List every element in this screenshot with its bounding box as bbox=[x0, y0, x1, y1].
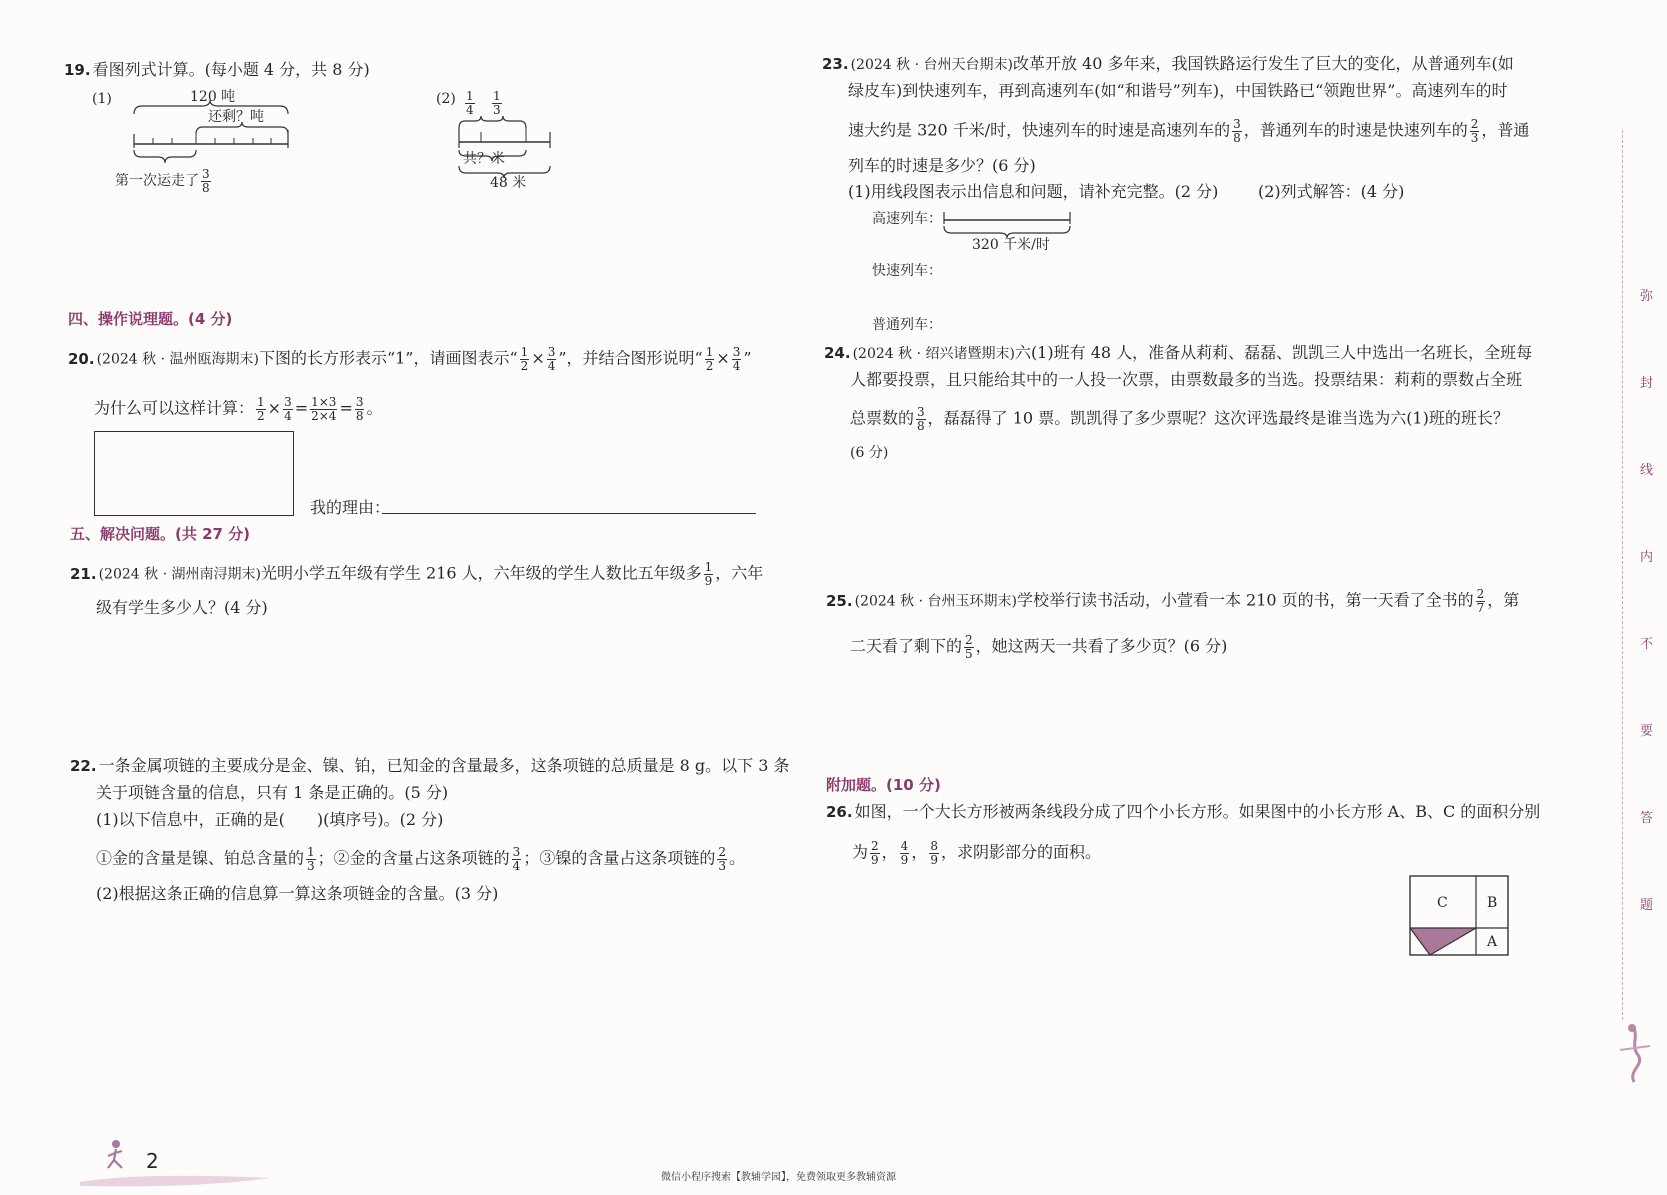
side-char: 要 bbox=[1640, 724, 1654, 739]
q23-high-label: 高速列车： bbox=[872, 211, 942, 227]
q23-part1: (1)用线段图表示出信息和问题，请补充完整。(2 分) bbox=[848, 182, 1219, 201]
runner-icon bbox=[104, 1138, 128, 1172]
q22-line2: 关于项链含量的信息，只有 1 条是正确的。(5 分) bbox=[96, 783, 449, 802]
footer-note: 微信小程序搜索【教辅学园】，免费领取更多教辅资源 bbox=[661, 1172, 896, 1183]
q22-line5: (2)根据这条正确的信息算一算这条项链金的含量。(3 分) bbox=[96, 884, 499, 903]
seal-line bbox=[1622, 130, 1623, 1020]
q19-d1-total: 120 吨 bbox=[190, 89, 236, 105]
q23-part2: (2)列式解答：(4 分) bbox=[1258, 182, 1405, 201]
section-5-heading: 五、解决问题。(共 27 分) bbox=[70, 525, 251, 543]
q19-d2-frac2: $\frac{1}{3}$ bbox=[493, 89, 501, 117]
q19-d2-total: 48 米 bbox=[490, 175, 527, 191]
q23-line2: 绿皮车)到快速列车，再到高速列车(如“和谐号”列车)，中国铁路已“领跑世界”。高速列车的时 bbox=[848, 81, 1508, 100]
q19-d2-sum: 共？米 bbox=[463, 151, 505, 167]
q23-line4: 列车的时速是多少？(6 分) bbox=[848, 156, 1036, 175]
q26-label-a: A bbox=[1487, 934, 1498, 950]
side-char: 线 bbox=[1640, 463, 1654, 478]
q19-d2-label: (2) bbox=[436, 91, 456, 107]
q25-line2: 二天看了剩下的 $\frac{2}{5}$ ，她这两天一共看了多少页？(6 分) bbox=[850, 633, 1228, 661]
q26-line2: 为 $\frac{2}{9}$ ， $\frac{4}{9}$ ， $\frac{8}{9}$ ，求阴影部分的面积。 bbox=[852, 839, 1101, 867]
q19-d1-first: 第一次运走了 $\frac{3}{8}$ bbox=[115, 167, 210, 195]
side-char: 内 bbox=[1640, 550, 1654, 565]
q20-line2: 为什么可以这样计算： $\frac{1}{2}$ × $\frac{3}{4}$ = $\frac{1\times 3}{2\times 4}$ = $\frac{3}{8}$ 。 bbox=[94, 395, 383, 423]
q19-d1-remain: 还剩？吨 bbox=[208, 109, 264, 125]
q20-reason-label: 我的理由： bbox=[310, 498, 391, 517]
side-char: 不 bbox=[1640, 637, 1654, 652]
page-number: 2 bbox=[146, 1149, 159, 1173]
extra-heading: 附加题。(10 分) bbox=[826, 776, 941, 794]
q22-line3: (1)以下信息中，正确的是( )(填序号)。(2 分) bbox=[96, 810, 444, 829]
q24-line4: (6 分) bbox=[850, 445, 889, 461]
q22-options: ①金的含量是镍、铂总含量的 $\frac{1}{3}$ ；②金的含量占这条项链的 $\frac{3}{4}$ ；③镍的含量占这条项链的 $\frac{2}{3}$ 。 bbox=[96, 845, 745, 873]
q23-line1: 23. (2024 秋 · 台州天台期末)改革开放 40 多年来，我国铁路运行发生了巨大的变化，从普通列车(如 bbox=[822, 54, 1514, 73]
side-char: 答 bbox=[1640, 811, 1654, 826]
q24-line2: 人都要投票，且只能给其中的一人投一次票，由票数最多的当选。投票结果：莉莉的票数占全班 bbox=[850, 370, 1523, 389]
fraction: $\frac{3}{8}$ bbox=[202, 167, 210, 195]
q21-line2: 级有学生多少人？(4 分) bbox=[96, 598, 268, 617]
q23-speed-label: 320 千米/时 bbox=[972, 237, 1050, 253]
q26-label-b: B bbox=[1487, 895, 1498, 911]
q19-d1-label: (1) bbox=[92, 91, 112, 107]
section-4-heading: 四、操作说理题。(4 分) bbox=[68, 310, 233, 328]
q23-normal-label: 普通列车： bbox=[872, 317, 942, 333]
q26-label-c: C bbox=[1437, 895, 1448, 911]
q19-title: 19. 看图列式计算。(每小题 4 分，共 8 分) bbox=[64, 60, 370, 79]
q20-line1: 20. (2024 秋 · 温州瓯海期末)下图的长方形表示“1”，请画图表示“ $\frac{1}{2}$ × $\frac{3}{4}$ ”，并结合图形说明“ $\frac{1}{2}$ × $\frac{3}{4}$ ” bbox=[68, 345, 752, 373]
q24-line1: 24. (2024 秋 · 绍兴诸暨期末)六(1)班有 48 人，准备从莉莉、磊磊、凯凯三人中选出一名班长，全班每 bbox=[824, 343, 1533, 362]
q23-fast-label: 快速列车： bbox=[872, 263, 942, 279]
q24-line3: 总票数的 $\frac{3}{8}$ ，磊磊得了 10 票。凯凯得了多少票呢？这次评选最终是谁当选为六(1)班的班长？ bbox=[850, 405, 1509, 433]
q25-line1: 25. (2024 秋 · 台州玉环期末)学校举行读书活动，小萱看一本 210 页的书，第一天看了全书的 $\frac{2}{7}$ ，第 bbox=[826, 587, 1520, 615]
q23-line3: 速大约是 320 千米/时，快速列车的时速是高速列车的 $\frac{3}{8}$ ，普通列车的时速是快速列车的 $\frac{2}{3}$ ，普通 bbox=[848, 117, 1530, 145]
q19-d2-frac1: $\frac{1}{4}$ bbox=[466, 89, 474, 117]
dancer-decoration bbox=[1610, 1020, 1660, 1090]
q22-line1: 22. 一条金属项链的主要成分是金、镍、铂，已知金的含量最多，这条项链的总质量是 8 g。以下 3 条 bbox=[70, 756, 790, 775]
q21-line1: 21. (2024 秋 · 湖州南浔期末)光明小学五年级有学生 216 人，六年级的学生人数比五年级多 $\frac{1}{9}$ ，六年 bbox=[70, 560, 764, 588]
side-char: 封 bbox=[1640, 376, 1654, 391]
side-char: 弥 bbox=[1640, 289, 1654, 304]
q26-line1: 26. 如图，一个大长方形被两条线段分成了四个小长方形。如果图中的小长方形 A、B、C 的面积分别 bbox=[826, 802, 1541, 821]
side-char: 题 bbox=[1640, 898, 1654, 913]
